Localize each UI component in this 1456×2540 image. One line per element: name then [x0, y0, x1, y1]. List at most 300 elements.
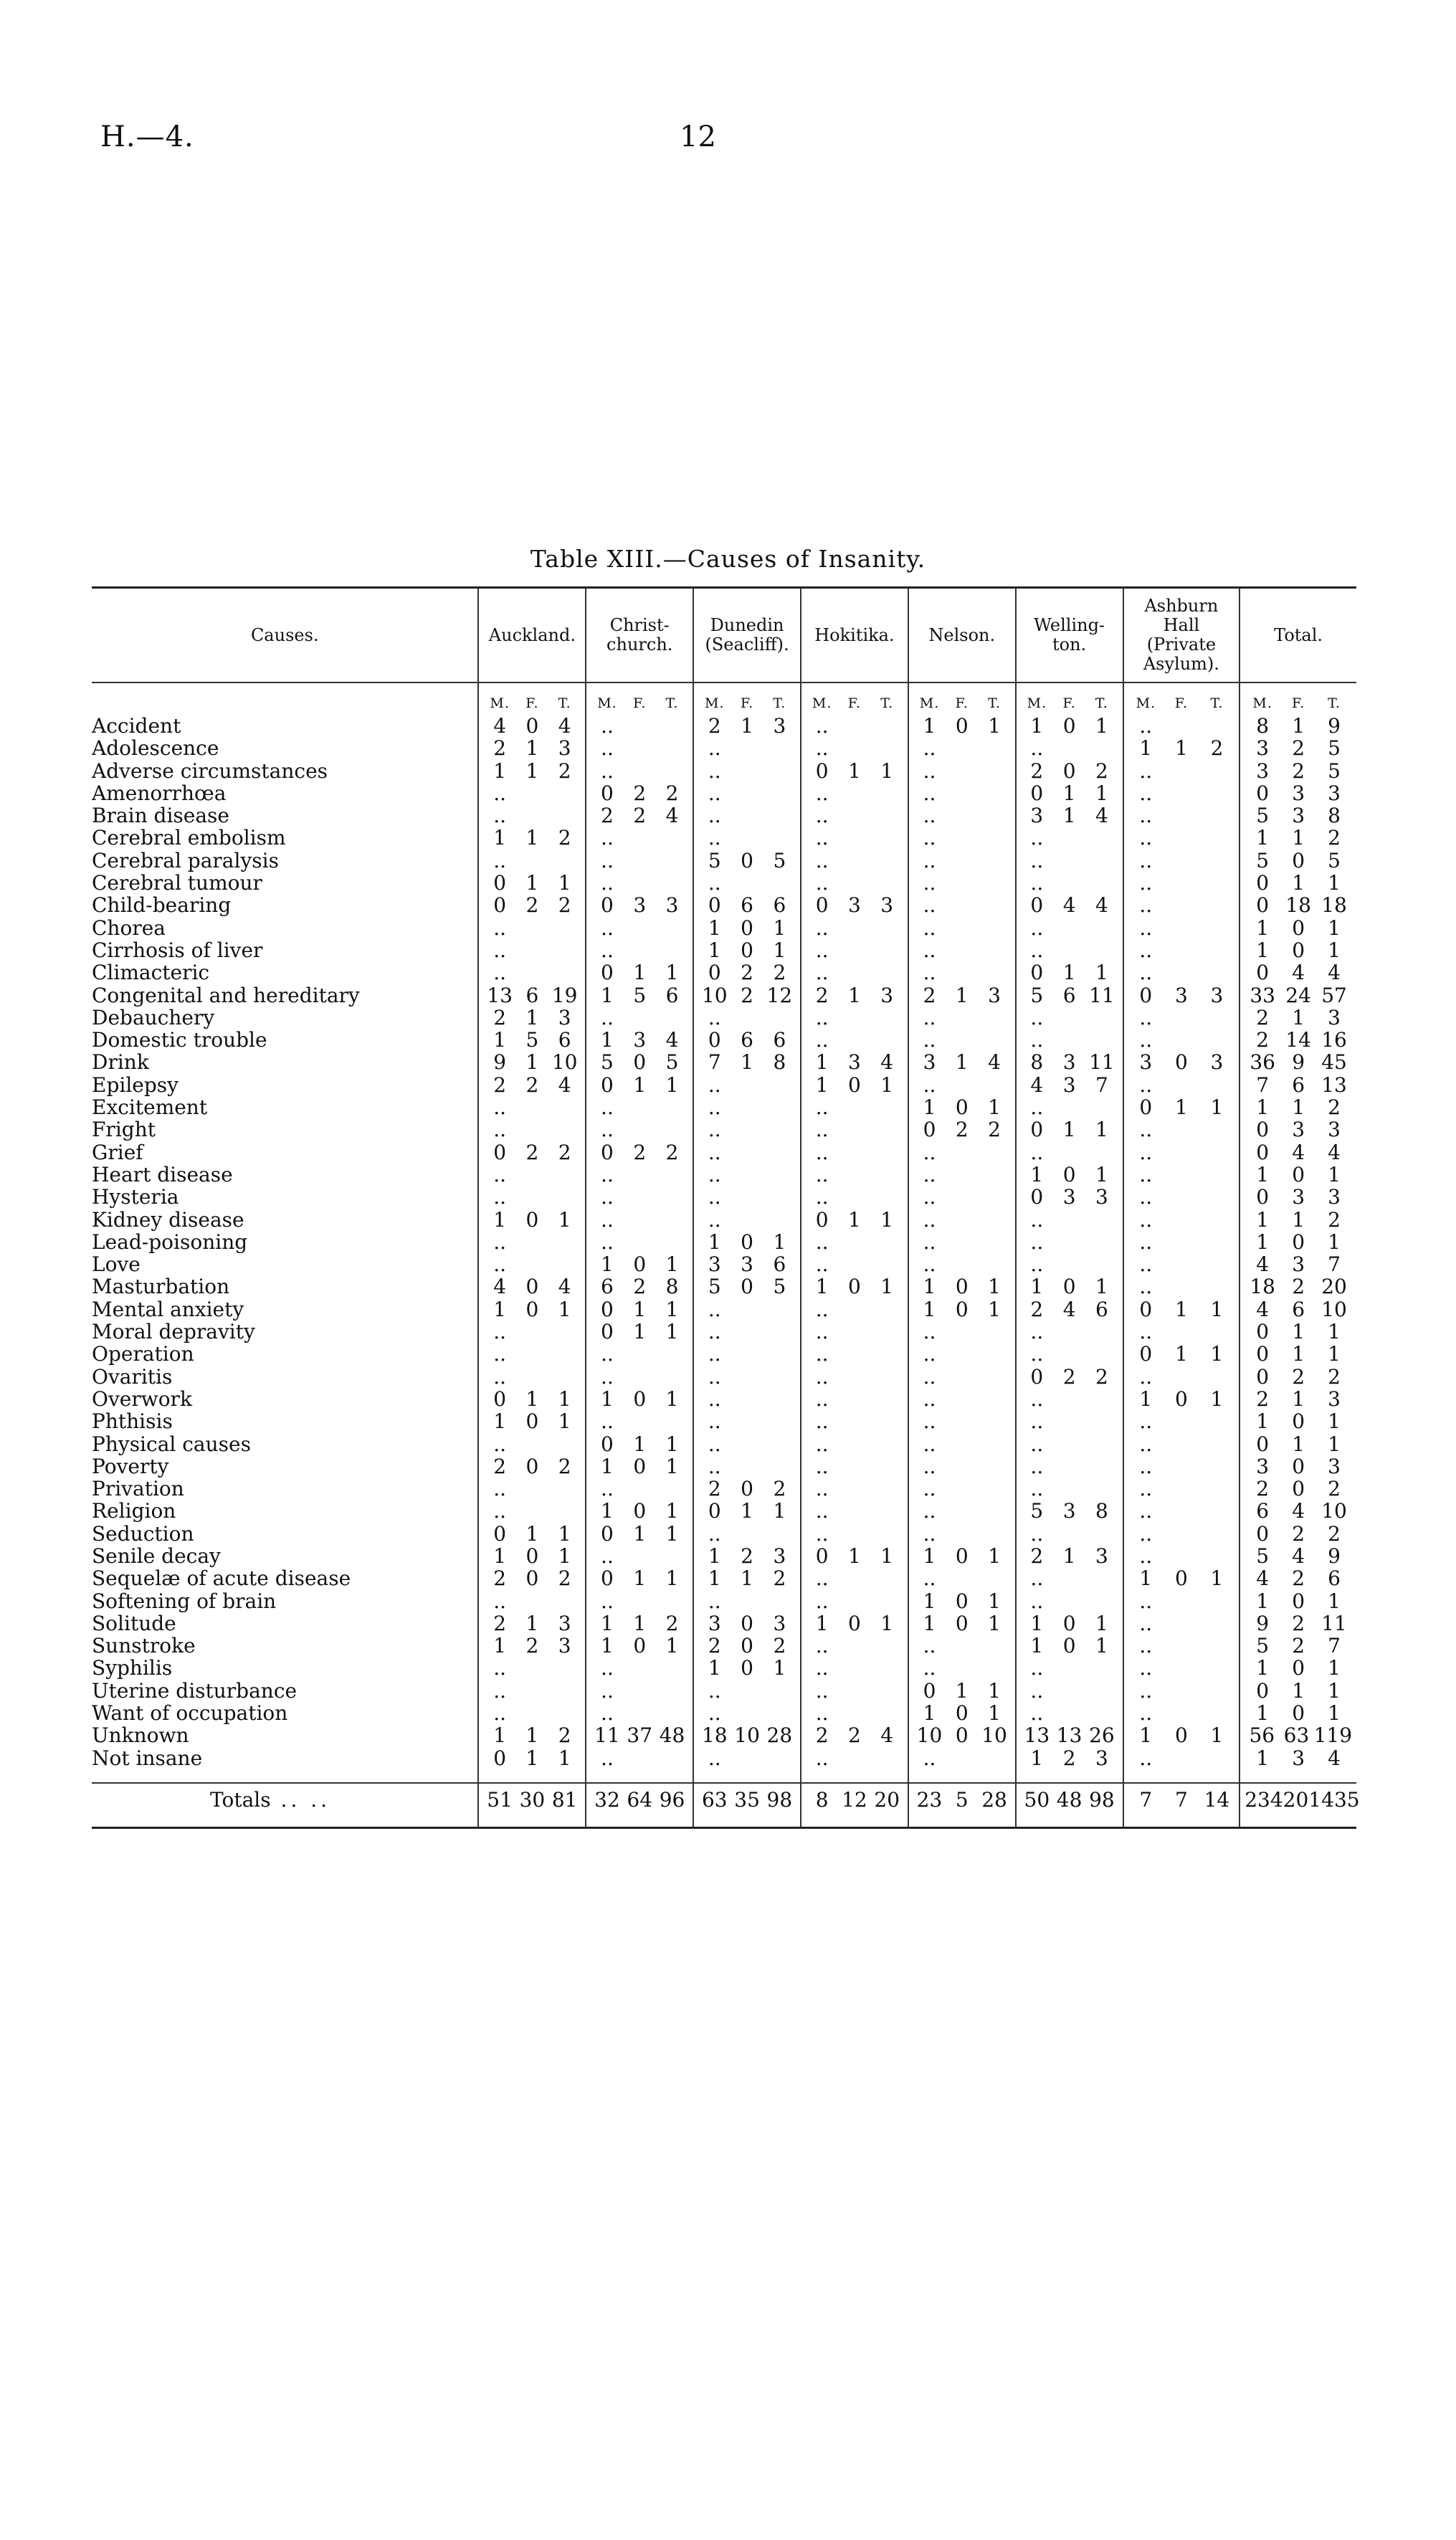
- count-value: 1: [665, 1297, 679, 1321]
- count-value: ..: [708, 1207, 721, 1232]
- count-value: 1: [1210, 1723, 1224, 1748]
- count-cell: [801, 1298, 908, 1321]
- count-cell: [908, 872, 1016, 894]
- count-cell: [908, 1074, 1016, 1096]
- count-value: 6: [1256, 1499, 1270, 1523]
- cause-cell: [92, 1523, 478, 1545]
- count-value: 0: [741, 1634, 753, 1658]
- count-cell: [693, 1209, 801, 1231]
- count-value: 0: [525, 1409, 539, 1434]
- count-value: [516, 1164, 548, 1186]
- count-cell: [693, 1523, 801, 1545]
- count-value: [1164, 1029, 1199, 1051]
- count-value: [871, 961, 903, 984]
- count-value: 0: [1256, 871, 1270, 895]
- spacer-cell: [1016, 1769, 1123, 1783]
- count-value: 2: [1292, 1364, 1305, 1389]
- cause-label: Chorea: [92, 916, 166, 939]
- cause-label: Cerebral embolism: [92, 827, 286, 850]
- count-value: ..: [1139, 758, 1153, 783]
- count-value: 26: [1089, 1723, 1115, 1748]
- count-value: ..: [493, 961, 507, 985]
- count-value: [871, 715, 903, 737]
- count-cell: [801, 1186, 908, 1208]
- count-value: 0: [741, 938, 753, 962]
- count-value: ..: [815, 781, 829, 805]
- count-value: ..: [1139, 1005, 1153, 1029]
- count-value: [656, 1231, 688, 1253]
- count-value: 1: [880, 1072, 894, 1097]
- count-cell: [1016, 1231, 1123, 1253]
- count-cell: [908, 1590, 1016, 1612]
- count-value: [516, 1590, 548, 1612]
- count-value: ..: [815, 736, 829, 761]
- count-value: [1199, 1074, 1235, 1096]
- count-cell: [693, 1500, 801, 1522]
- count-cell: [801, 917, 908, 939]
- count-value: 11: [1089, 983, 1115, 1007]
- count-value: 0: [1256, 1185, 1270, 1209]
- count-value: [763, 1141, 796, 1164]
- count-value: 2: [1292, 1521, 1305, 1546]
- count-cell: [586, 1680, 693, 1702]
- count-value: ..: [493, 915, 507, 940]
- count-cell: [1123, 1096, 1240, 1118]
- count-value: [1164, 1366, 1199, 1388]
- count-value: [1085, 827, 1118, 849]
- table-row: [92, 1074, 1356, 1096]
- cause-cell: [92, 827, 478, 849]
- count-cell: [1239, 1500, 1356, 1522]
- count-value: 1: [1256, 915, 1270, 940]
- count-value: ..: [1030, 1386, 1044, 1411]
- count-cell: [1123, 1523, 1240, 1545]
- count-cell: [908, 1164, 1016, 1186]
- count-value: 2: [493, 736, 507, 761]
- spacer-cell: [801, 1817, 908, 1828]
- count-value: 1: [923, 1275, 936, 1299]
- count-value: 3: [773, 714, 786, 738]
- count-cell: [586, 1410, 693, 1432]
- count-cell: [693, 1343, 801, 1365]
- count-value: 1: [1030, 1634, 1044, 1658]
- count-value: [516, 1343, 548, 1365]
- count-value: ..: [1030, 1678, 1044, 1703]
- count-value: [516, 804, 548, 827]
- count-value: 7: [1095, 1072, 1108, 1097]
- count-value: [548, 1590, 581, 1612]
- count-value: 20: [874, 1788, 900, 1812]
- count-value: ..: [815, 1701, 829, 1726]
- count-cell: [586, 1500, 693, 1522]
- cause-label: Uterine disturbance: [92, 1679, 298, 1703]
- cause-label: Lead-poisoning: [92, 1230, 248, 1254]
- count-value: ..: [1030, 1005, 1044, 1029]
- count-value: [1085, 1343, 1118, 1365]
- count-value: [838, 1096, 870, 1118]
- count-cell: [1123, 1783, 1240, 1817]
- count-value: [838, 1321, 870, 1343]
- count-cell: [478, 1657, 586, 1679]
- count-value: ..: [601, 1746, 614, 1770]
- count-value: ..: [493, 804, 507, 828]
- count-value: 2: [558, 893, 571, 918]
- count-value: [548, 850, 581, 872]
- count-value: [763, 1298, 796, 1321]
- count-value: 0: [741, 1611, 753, 1635]
- count-cell: [801, 1478, 908, 1500]
- count-value: [946, 827, 978, 849]
- count-value: 63: [701, 1788, 728, 1812]
- count-value: ..: [708, 871, 721, 895]
- count-value: ..: [708, 1364, 721, 1389]
- table-row: [92, 1253, 1356, 1275]
- count-value: [1164, 782, 1199, 804]
- count-cell: [693, 715, 801, 737]
- sub-label: T.: [558, 695, 571, 711]
- count-cell: [478, 1388, 586, 1410]
- count-value: ..: [601, 938, 614, 962]
- count-value: [1053, 1567, 1085, 1589]
- count-value: [978, 782, 1010, 804]
- count-value: 4: [1292, 1499, 1305, 1523]
- count-value: 1: [708, 1656, 721, 1680]
- count-cell: [1016, 1029, 1123, 1051]
- count-value: 0: [525, 1207, 539, 1232]
- count-value: [548, 1118, 581, 1141]
- count-value: [1199, 1747, 1235, 1769]
- count-value: 1: [601, 1611, 614, 1635]
- count-value: [624, 1545, 656, 1567]
- count-value: 1: [1095, 1634, 1108, 1658]
- count-cell: [801, 1141, 908, 1164]
- count-cell: [1239, 939, 1356, 961]
- count-value: [978, 1321, 1010, 1343]
- count-value: 1: [923, 1095, 936, 1120]
- count-value: [763, 827, 796, 849]
- count-value: 0: [708, 1028, 721, 1052]
- count-value: ..: [815, 1028, 829, 1052]
- count-value: 1: [558, 1207, 571, 1232]
- count-cell: [1016, 827, 1123, 849]
- cause-label: Poverty: [92, 1455, 169, 1478]
- count-value: 2: [988, 1118, 1001, 1142]
- table-row: [92, 1590, 1356, 1612]
- count-value: 1: [1292, 1320, 1305, 1344]
- count-value: [516, 917, 548, 939]
- count-value: 3: [848, 1050, 861, 1075]
- table-row: [92, 1388, 1356, 1410]
- count-value: 3: [1062, 1185, 1076, 1209]
- count-value: [731, 1388, 763, 1410]
- count-cell: [586, 1141, 693, 1164]
- cause-label: Not insane: [92, 1746, 203, 1769]
- count-value: 1: [493, 826, 507, 850]
- count-value: 0: [601, 1297, 614, 1321]
- cause-cell: [92, 782, 478, 804]
- count-value: [838, 1635, 870, 1657]
- count-cell: [908, 1433, 1016, 1455]
- count-value: 3: [988, 983, 1001, 1007]
- count-cell: [1239, 1388, 1356, 1410]
- count-value: 6: [773, 893, 786, 918]
- count-value: 1: [1139, 1566, 1153, 1591]
- cause-label: Brain disease: [92, 804, 229, 827]
- table-row: [92, 961, 1356, 984]
- count-value: 3: [633, 893, 647, 918]
- count-value: 1: [1095, 1611, 1108, 1635]
- spacer-cell: [586, 1769, 693, 1783]
- count-cell: [1016, 1783, 1123, 1817]
- count-cell: [1123, 1231, 1240, 1253]
- count-cell: [478, 804, 586, 827]
- count-value: 2: [1328, 1521, 1341, 1546]
- count-value: [1085, 917, 1118, 939]
- count-value: 1: [1328, 1229, 1341, 1254]
- count-value: 1: [923, 1543, 936, 1568]
- count-value: 1: [525, 1611, 539, 1635]
- count-value: 0: [1292, 1454, 1305, 1478]
- count-value: [871, 1747, 903, 1769]
- count-value: 8: [773, 1050, 786, 1075]
- count-value: 1: [1292, 1005, 1305, 1029]
- count-value: [731, 827, 763, 849]
- count-cell: [478, 1567, 586, 1589]
- count-cell: [478, 1321, 586, 1343]
- count-value: 2: [708, 1634, 721, 1658]
- count-value: [656, 1680, 688, 1702]
- table-row: [92, 737, 1356, 759]
- count-cell: [693, 1231, 801, 1253]
- count-value: 1: [1328, 1320, 1341, 1344]
- count-value: [871, 1343, 903, 1365]
- count-value: 0: [1292, 938, 1305, 962]
- table-row: [92, 1747, 1356, 1769]
- count-cell: [1239, 894, 1356, 916]
- count-value: 1: [773, 1499, 786, 1523]
- count-value: ..: [1139, 1678, 1153, 1703]
- count-cell: [1239, 1590, 1356, 1612]
- count-cell: [478, 1186, 586, 1208]
- count-value: ..: [1139, 1477, 1153, 1501]
- count-value: 18: [701, 1723, 728, 1748]
- count-value: 3: [708, 1611, 721, 1635]
- count-value: 1: [1328, 1162, 1341, 1186]
- count-value: [1164, 1500, 1199, 1522]
- count-value: 2: [1030, 758, 1044, 783]
- count-value: 10: [916, 1723, 943, 1748]
- count-value: 0: [848, 1072, 861, 1097]
- count-value: [731, 1523, 763, 1545]
- count-value: [838, 1231, 870, 1253]
- count-value: ..: [923, 893, 936, 918]
- count-value: 23: [916, 1788, 943, 1812]
- count-value: 0: [1256, 1521, 1270, 1546]
- count-cell: [1016, 1164, 1123, 1186]
- count-value: 9: [493, 1050, 507, 1075]
- sex-subheader: [1123, 682, 1240, 715]
- count-value: 2: [558, 1723, 571, 1748]
- count-cell: [908, 1141, 1016, 1164]
- count-value: [731, 1096, 763, 1118]
- cause-cell: [92, 1433, 478, 1455]
- count-value: 1: [1292, 1095, 1305, 1120]
- count-value: 2: [1256, 1028, 1270, 1052]
- count-value: ..: [708, 758, 721, 783]
- count-value: 0: [1030, 1185, 1044, 1209]
- count-value: [978, 1343, 1010, 1365]
- cause-cell: [92, 1118, 478, 1141]
- count-value: 1: [601, 1028, 614, 1052]
- count-value: [624, 1096, 656, 1118]
- count-cell: [908, 1186, 1016, 1208]
- count-value: ..: [923, 961, 936, 985]
- count-cell: [908, 1007, 1016, 1029]
- count-value: ..: [923, 1028, 936, 1052]
- count-value: 2: [493, 1566, 507, 1591]
- spacer-cell: [92, 1769, 478, 1783]
- table-row: [92, 872, 1356, 894]
- count-value: 6: [1292, 1297, 1305, 1321]
- count-value: 5: [1030, 983, 1044, 1007]
- count-value: [1053, 1253, 1085, 1275]
- count-value: [624, 715, 656, 737]
- count-value: 1: [1256, 1095, 1270, 1120]
- cause-cell: [92, 1298, 478, 1321]
- count-cell: [478, 782, 586, 804]
- table-row: [92, 1567, 1356, 1589]
- count-value: [838, 782, 870, 804]
- table-row: [92, 1231, 1356, 1253]
- count-value: ..: [815, 1656, 829, 1680]
- count-value: 1: [1256, 1229, 1270, 1254]
- count-cell: [478, 1523, 586, 1545]
- count-cell: [1123, 1635, 1240, 1657]
- count-cell: [1239, 1007, 1356, 1029]
- count-cell: [478, 1343, 586, 1365]
- count-cell: [908, 1209, 1016, 1231]
- count-value: 2: [741, 961, 753, 985]
- count-value: [548, 1657, 581, 1679]
- cause-cell: [92, 1051, 478, 1073]
- count-cell: [1123, 1680, 1240, 1702]
- count-value: ..: [923, 758, 936, 783]
- count-value: [516, 1366, 548, 1388]
- count-value: ..: [815, 1229, 829, 1254]
- count-value: 0: [493, 1140, 507, 1164]
- count-cell: [1016, 1478, 1123, 1500]
- count-value: 0: [1062, 1634, 1076, 1658]
- count-cell: [586, 715, 693, 737]
- count-value: [763, 1164, 796, 1186]
- count-value: ..: [708, 1095, 721, 1120]
- count-value: 1: [493, 1409, 507, 1434]
- count-value: ..: [708, 1162, 721, 1186]
- count-value: [838, 1590, 870, 1612]
- count-cell: [693, 1545, 801, 1567]
- count-value: ..: [601, 1095, 614, 1120]
- count-value: [1085, 1590, 1118, 1612]
- count-value: 2: [741, 1543, 753, 1568]
- count-value: 3: [1095, 1185, 1108, 1209]
- count-value: [838, 850, 870, 872]
- count-value: [838, 1366, 870, 1388]
- sub-label: F.: [847, 695, 862, 711]
- count-value: 5: [708, 1275, 721, 1299]
- count-cell: [693, 1410, 801, 1432]
- cause-label: Syphilis: [92, 1657, 173, 1680]
- count-value: ..: [601, 1162, 614, 1186]
- count-value: 13: [1321, 1072, 1347, 1097]
- count-value: 1: [525, 1723, 539, 1748]
- cause-label: Heart disease: [92, 1163, 233, 1186]
- count-value: [763, 804, 796, 827]
- cause-cell: [92, 1253, 478, 1275]
- count-value: 0: [1256, 1678, 1270, 1703]
- count-value: [838, 1388, 870, 1410]
- count-value: [763, 1007, 796, 1029]
- count-value: ..: [1030, 1207, 1044, 1232]
- count-value: 5: [1256, 1634, 1270, 1658]
- count-cell: [586, 894, 693, 916]
- count-cell: [586, 1096, 693, 1118]
- count-value: [1053, 917, 1085, 939]
- count-value: ..: [601, 714, 614, 738]
- count-value: [1199, 715, 1235, 737]
- count-value: [656, 1007, 688, 1029]
- count-cell: [1016, 1500, 1123, 1522]
- count-cell: [693, 1186, 801, 1208]
- count-value: 2: [633, 1275, 647, 1299]
- count-value: [1199, 804, 1235, 827]
- count-value: 1: [1139, 736, 1153, 761]
- count-value: 1: [1292, 826, 1305, 850]
- count-value: 0: [525, 1543, 539, 1568]
- count-cell: [908, 1455, 1016, 1478]
- count-value: 1: [773, 1229, 786, 1254]
- count-cell: [1123, 1141, 1240, 1164]
- table-row: [92, 1209, 1356, 1231]
- count-value: ..: [708, 1701, 721, 1726]
- count-value: 0: [1292, 1409, 1305, 1434]
- count-value: [978, 894, 1010, 916]
- table-row: [92, 1366, 1356, 1388]
- cause-cell: [92, 1164, 478, 1186]
- count-value: ..: [493, 1678, 507, 1703]
- count-value: [946, 1410, 978, 1432]
- count-value: 0: [1174, 1050, 1188, 1075]
- cause-cell: [92, 1612, 478, 1635]
- cause-cell: [92, 1366, 478, 1388]
- count-cell: [693, 1747, 801, 1769]
- count-cell: [1016, 1051, 1123, 1073]
- count-value: 435: [1321, 1788, 1360, 1812]
- count-value: 1: [601, 1252, 614, 1277]
- count-value: 1: [1210, 1566, 1224, 1591]
- count-cell: [801, 1209, 908, 1231]
- count-cell: [693, 1590, 801, 1612]
- count-value: 1: [493, 1723, 507, 1748]
- count-value: 1: [665, 1454, 679, 1478]
- count-value: 3: [558, 1005, 571, 1029]
- count-value: [656, 1410, 688, 1432]
- count-value: ..: [1030, 1589, 1044, 1613]
- count-value: [548, 1680, 581, 1702]
- count-cell: [1016, 1275, 1123, 1298]
- count-cell: [1239, 984, 1356, 1007]
- count-cell: [586, 961, 693, 984]
- page-header-reference: H.—4.: [100, 120, 194, 153]
